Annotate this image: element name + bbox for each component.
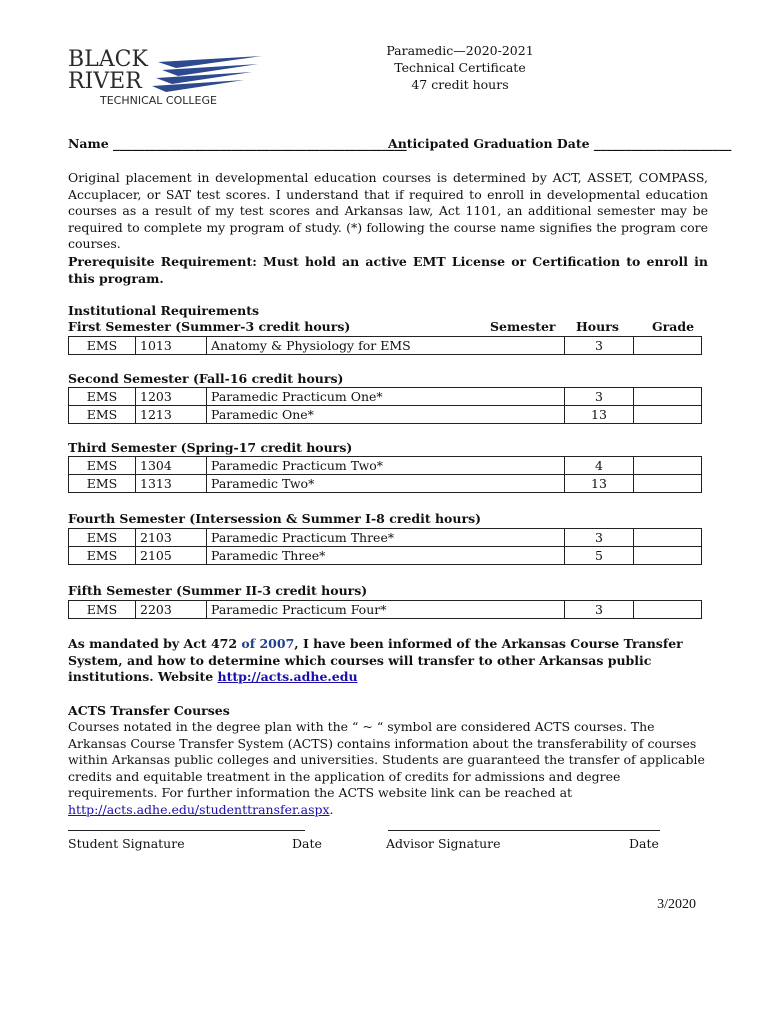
logo-line3: TECHNICAL COLLEGE — [100, 94, 217, 107]
course-name: Anatomy & Physiology for EMS — [207, 337, 479, 355]
course-dept: EMS — [69, 475, 136, 493]
certificate-type: Technical Certificate — [394, 60, 526, 75]
acts-end: . — [329, 801, 334, 817]
table-row — [69, 337, 702, 355]
student-signature-line[interactable] — [68, 830, 305, 831]
acts-website-link[interactable]: http://acts.adhe.edu — [217, 669, 358, 684]
student-signature-label: Student Signature — [68, 836, 185, 851]
course-hours: 13 — [565, 406, 634, 424]
semester-table — [68, 528, 702, 565]
advisor-signature-line[interactable] — [388, 830, 660, 831]
course-name: Paramedic Practicum One* — [207, 388, 479, 406]
course-dept: EMS — [69, 457, 136, 475]
table-row — [69, 547, 702, 565]
semester-column-header: Semester — [490, 319, 556, 334]
logo-line1: BLACK — [68, 47, 148, 72]
institutional-requirements-heading: Institutional Requirements — [68, 303, 260, 318]
revision-date: 3/2020 — [657, 897, 696, 912]
course-dept: EMS — [69, 529, 136, 547]
prerequisite-paragraph: Prerequisite Requirement: Must hold an active EMT License or Certification to enroll in this program. — [68, 254, 708, 286]
act-text-2: , I have been informed of the Arkansas Course Transfer System, and how to determine which courses will transfer to other Arkansas public institutions. Website — [68, 636, 683, 684]
grade-cell[interactable] — [634, 337, 702, 355]
semester-cell[interactable] — [478, 337, 565, 355]
name-field[interactable]: Name _______________________________________________ — [68, 136, 407, 151]
semester-cell[interactable] — [478, 406, 565, 424]
student-transfer-link[interactable]: http://acts.adhe.edu/studenttransfer.aspx — [68, 801, 330, 817]
semester-table — [68, 456, 702, 493]
student-date-label: Date — [292, 836, 322, 851]
course-hours: 3 — [565, 337, 634, 355]
logo-graphic — [66, 42, 266, 108]
semester-title: Third Semester (Spring-17 credit hours) — [68, 440, 353, 455]
hours-column-header: Hours — [576, 319, 619, 334]
semester-cell[interactable] — [478, 529, 565, 547]
college-logo — [66, 42, 266, 108]
course-name: Paramedic Practicum Four* — [207, 601, 479, 619]
course-dept: EMS — [69, 388, 136, 406]
acts-paragraph — [68, 719, 708, 818]
program-title: Paramedic—2020-2021 — [386, 43, 534, 58]
placement-paragraph: Original placement in developmental education courses is determined by ACT, ASSET, COMPASS, Accuplacer, or SAT test scores. I understand that if required to enroll in developmental education courses as a result of my test scores and Arkansas law, Act 1101, an additional semester may be required to complete my program of study. (*) following the course name signifies the program core courses. — [68, 170, 708, 251]
course-name: Paramedic Practicum Three* — [207, 529, 479, 547]
table-row — [69, 601, 702, 619]
course-number: 1313 — [136, 475, 207, 493]
graduation-date-field[interactable]: Anticipated Graduation Date ______________________ — [388, 136, 732, 151]
act-text-1: As mandated by Act 472 — [68, 636, 242, 651]
course-name: Paramedic Three* — [207, 547, 479, 565]
semester-title: First Semester (Summer-3 credit hours) — [68, 319, 351, 334]
semester-cell[interactable] — [478, 601, 565, 619]
grade-column-header: Grade — [652, 319, 695, 334]
semester-cell[interactable] — [478, 388, 565, 406]
semester-title: Fifth Semester (Summer II-3 credit hours) — [68, 583, 368, 598]
grade-cell[interactable] — [634, 457, 702, 475]
course-hours: 3 — [565, 529, 634, 547]
course-name: Paramedic One* — [207, 406, 479, 424]
course-dept: EMS — [69, 547, 136, 565]
program-header — [330, 42, 590, 93]
course-number: 2203 — [136, 601, 207, 619]
grade-cell[interactable] — [634, 547, 702, 565]
table-row — [69, 457, 702, 475]
course-name: Paramedic Two* — [207, 475, 479, 493]
act-472-paragraph — [68, 636, 708, 686]
grade-cell[interactable] — [634, 529, 702, 547]
course-number: 1213 — [136, 406, 207, 424]
course-dept: EMS — [69, 601, 136, 619]
course-number: 2103 — [136, 529, 207, 547]
semester-title: Fourth Semester (Intersession & Summer I-8 credit hours) — [68, 511, 482, 526]
course-hours: 5 — [565, 547, 634, 565]
grade-cell[interactable] — [634, 388, 702, 406]
act-text-year: of 2007 — [241, 636, 295, 651]
semester-table — [68, 600, 702, 619]
course-hours: 13 — [565, 475, 634, 493]
table-row — [69, 406, 702, 424]
table-row — [69, 388, 702, 406]
credit-hours: 47 credit hours — [411, 77, 509, 92]
semester-title: Second Semester (Fall-16 credit hours) — [68, 371, 344, 386]
course-name: Paramedic Practicum Two* — [207, 457, 479, 475]
course-hours: 3 — [565, 601, 634, 619]
grade-cell[interactable] — [634, 601, 702, 619]
semester-cell[interactable] — [478, 547, 565, 565]
semester-table — [68, 387, 702, 424]
advisor-date-label: Date — [629, 836, 659, 851]
course-hours: 4 — [565, 457, 634, 475]
course-number: 1304 — [136, 457, 207, 475]
course-dept: EMS — [69, 406, 136, 424]
course-hours: 3 — [565, 388, 634, 406]
acts-heading: ACTS Transfer Courses — [68, 703, 230, 718]
course-number: 1013 — [136, 337, 207, 355]
table-row — [69, 475, 702, 493]
semester-cell[interactable] — [478, 475, 565, 493]
table-row — [69, 529, 702, 547]
semester-table — [68, 336, 702, 355]
course-number: 1203 — [136, 388, 207, 406]
grade-cell[interactable] — [634, 475, 702, 493]
acts-body: Courses notated in the degree plan with the “ ~ “ symbol are considered ACTS courses. The Arkansas Course Transfer System (ACTS) contains information about the transferability of courses within Arkansas public colleges and universities. Students are guaranteed the transfer of applicable credits and equitable treatment in the application of credits for admissions and degree requirements. For further information the ACTS website link can be reached at — [68, 719, 705, 800]
advisor-signature-label: Advisor Signature — [386, 836, 501, 851]
course-number: 2105 — [136, 547, 207, 565]
semester-cell[interactable] — [478, 457, 565, 475]
course-dept: EMS — [69, 337, 136, 355]
logo-line2: RIVER — [68, 69, 142, 94]
grade-cell[interactable] — [634, 406, 702, 424]
